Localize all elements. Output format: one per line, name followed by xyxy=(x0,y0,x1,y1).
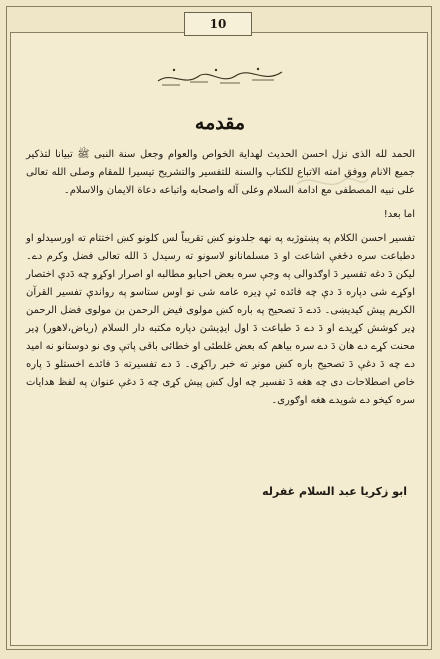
amma-bad-line: اما بعد! xyxy=(383,209,415,220)
section-title: مقدمه xyxy=(194,112,246,134)
author-signature: ابو زکریا عبد السلام غفرله xyxy=(262,485,407,498)
bismillah-calligraphy xyxy=(150,62,290,90)
intro-arabic-paragraph: الحمد لله الذی نزل احسن الحدیث لھدایة الخواص والعوام وجعل سنة النبی ﷺ تبیانا لتذکیر جمیع الانام ووفق امته الاتباع للکتاب والسنة للتفسیر والتشریح تیسیرا للمقام وصلی الله تعالی علی نبیه المصطفی مع ادامة السلام وعلی آله واصحابه واتباعه دعاة الایمان والاسلام۔ xyxy=(26,149,415,196)
page-number: 10 xyxy=(184,12,252,36)
body-text xyxy=(26,146,415,416)
main-paragraph: تفسیر احسن الکلام په پښتوژبه په نهه جلدونو کښ تقریباً لس کلونو کښ اختتام ته اورسیدلو او دطباعت سره دځغې اشاعت او دَ مسلمانانو لاسونو ته رسیدل دَ الله تعالی فضل وکرم دے۔ لیکن دَ دغه تفسیر دَ اوګدوالی په وجې سره بعض احبابو مطالبه او اصرار اوکړو چه دَدې اختصار اوکړے شی دپاره دَ دې چه فائده ئې ډیره عامه شی نو اوس ستاسو په رواندې تفسیر القرآن الکریم پیش کیدیښی۔ دَدے دَ تصحیح په باره کښ مولوی فیض الرحمن بن مولوی فضل الرحمن ډیر کوشش کړیدے او دَ دے دَ طباعت دَ اول ایډیشن دپاره مکتبه دار السلام (ریاض،لاهور) ډیر محنت کړے دے هان دَ دے سره بیاهم که بعض غلطئی او خطائی باقی پاتې وی نو دوستانو نه امید دے چه دَ دغې دَ تصحیح باره کښ مونږ ته خبر راکړی۔ دَ دے تفسیرته دَ فائدے اخستلو دَ پاره خاص اصطلاحات دی چه هغه دَ تفسیر چه اول کښ پیش کړی چه دَ دغې عنوان په لفظ هدایات سره کیخو دے شویدے هغه اوګوری۔ xyxy=(26,233,415,406)
